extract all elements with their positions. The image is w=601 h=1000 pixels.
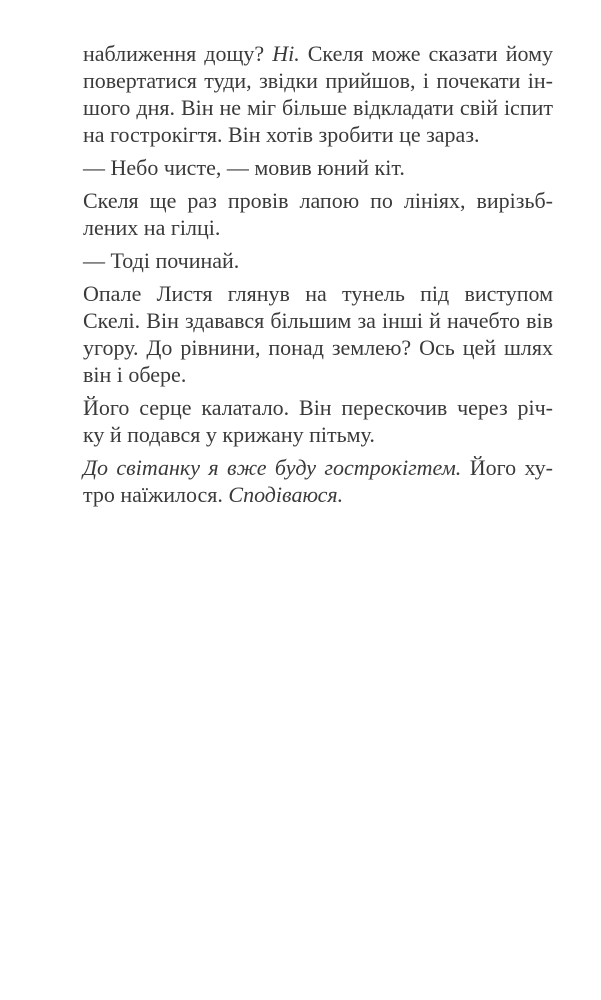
text-run: Скеля ще раз провів лапою по лініях, вирізьб- bbox=[83, 188, 553, 213]
paragraph bbox=[83, 40, 553, 148]
text-line bbox=[83, 394, 553, 421]
italic-text: Ні. bbox=[272, 41, 300, 66]
text-line bbox=[83, 94, 553, 121]
text-run: Опале Листя глянув на тунель під виступом bbox=[83, 281, 553, 306]
paragraph bbox=[83, 154, 553, 181]
text-line bbox=[83, 40, 553, 67]
text-line bbox=[83, 67, 553, 94]
text-line bbox=[83, 481, 553, 508]
text-run: шого дня. Він не міг більше відкладати свій іспит bbox=[83, 95, 553, 120]
text-line bbox=[83, 421, 553, 448]
text-run: Скеля може сказати йому bbox=[299, 41, 553, 66]
text-run: угору. До рівнини, понад землею? Ось цей шлях bbox=[83, 335, 553, 360]
text-run: ку й подався у крижану пітьму. bbox=[83, 422, 375, 447]
text-run: — Тоді починай. bbox=[83, 248, 240, 273]
paragraph bbox=[83, 187, 553, 241]
text-run: Його ху- bbox=[461, 455, 553, 480]
italic-text: До світанку я вже буду гострокігтем. bbox=[83, 455, 462, 480]
text-run: він і обере. bbox=[83, 362, 187, 387]
text-run: тро наїжилося. bbox=[83, 482, 229, 507]
text-line bbox=[83, 334, 553, 361]
text-line bbox=[83, 154, 553, 181]
text-run: на гострокігтя. Він хотів зробити це зараз. bbox=[83, 122, 480, 147]
text-line bbox=[83, 454, 553, 481]
text-line bbox=[83, 214, 553, 241]
text-line bbox=[83, 307, 553, 334]
text-run: наближення дощу? bbox=[83, 41, 273, 66]
paragraph bbox=[83, 454, 553, 508]
body-text bbox=[83, 40, 553, 508]
text-run: Його серце калатало. Він перескочив через річ- bbox=[83, 395, 553, 420]
text-line bbox=[83, 247, 553, 274]
text-run: лених на гілці. bbox=[83, 215, 221, 240]
paragraph bbox=[83, 280, 553, 388]
text-run: повертатися туди, звідки прийшов, і почекати ін- bbox=[83, 68, 553, 93]
paragraph bbox=[83, 247, 553, 274]
italic-text: Сподіваюся. bbox=[228, 482, 344, 507]
paragraph bbox=[83, 394, 553, 448]
text-line bbox=[83, 361, 553, 388]
text-run: Скелі. Він здавався більшим за інші й начебто вів bbox=[83, 308, 553, 333]
text-run: — Небо чисте, — мовив юний кіт. bbox=[83, 155, 405, 180]
text-line bbox=[83, 187, 553, 214]
text-line bbox=[83, 121, 553, 148]
text-line bbox=[83, 280, 553, 307]
